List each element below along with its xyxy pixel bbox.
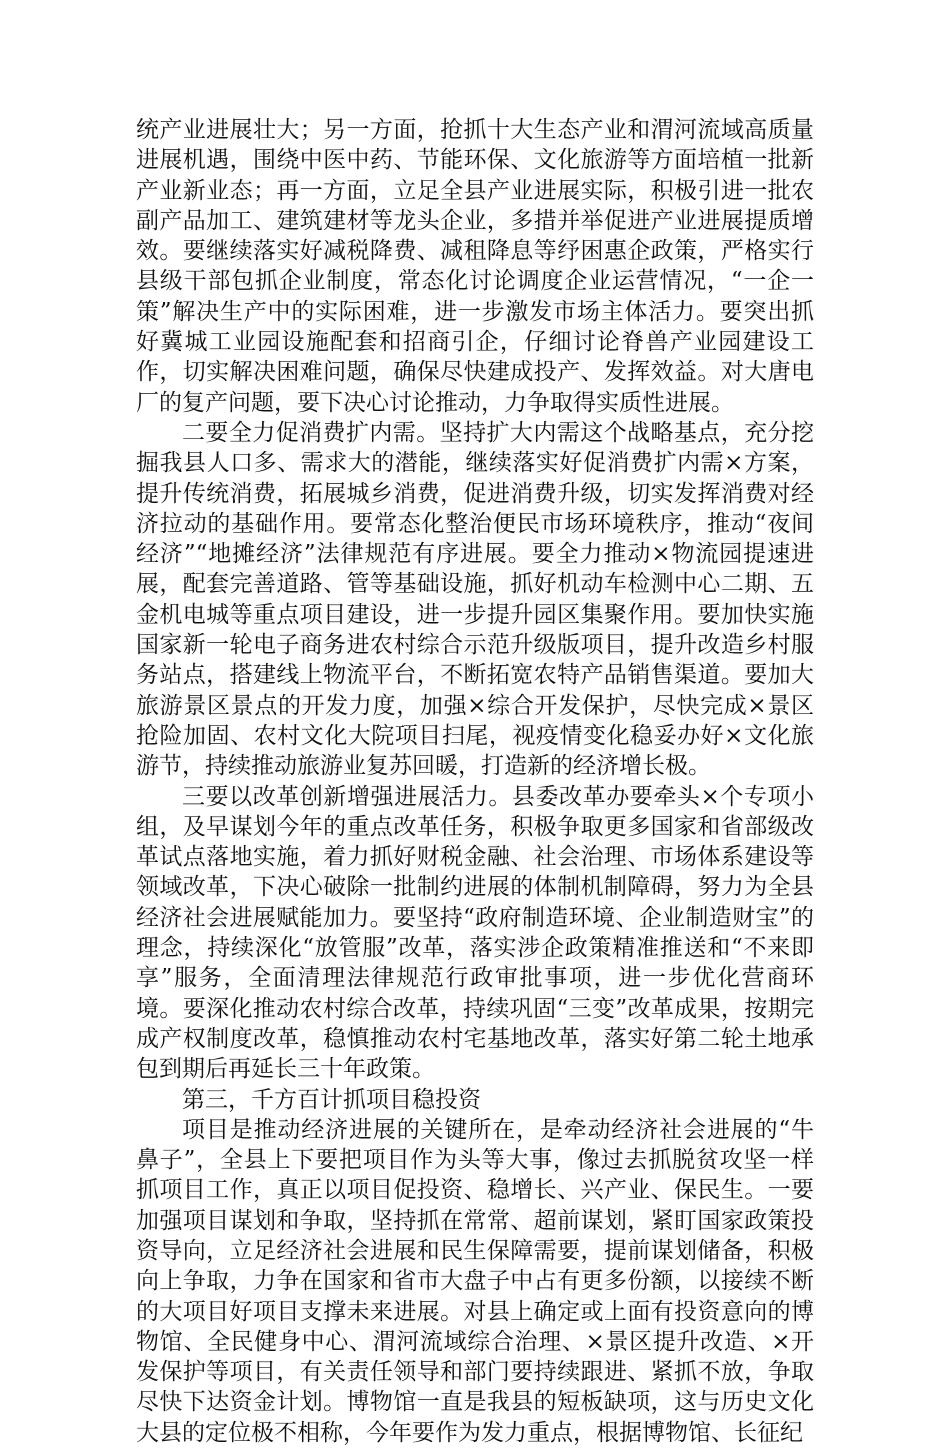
- document-page: [136, 115, 814, 1448]
- paragraph-3: 三要以改革创新增强进展活力。县委改革办要牵头×个专项小组，及早谋划今年的重点改革任务，积极争取更多国家和省部级改革试点落地实施，着力抓好财税金融、社会治理、市场体系建设等领域改革，下决心破除一批制约进展的体制机制障碍，努力为全县经济社会进展赋能加力。要坚持“政府制造环境、企业制造财宝”的理念，持续深化“放管服”改革，落实涉企政策精准推送和“不来即享”服务，全面清理法律规范行政审批事项，进一步优化营商环境。要深化推动农村综合改革，持续巩固“三变”改革成果，按期完成产权制度改革，稳慎推动农村宅基地改革，落实好第二轮土地承包到期后再延长三十年政策。: [136, 783, 814, 1083]
- section-heading: 第三，千方百计抓项目稳投资: [182, 1086, 481, 1113]
- paragraph-4: 项目是推动经济进展的关键所在，是牵动经济社会进展的“牛鼻子”，全县上下要把项目作为头等大事，像过去抓脱贫攻坚一样抓项目工作，真正以项目促投资、稳增长、兴产业、保民生。一要加强项目谋划和争取，坚持抓在常常、超前谋划，紧盯国家政策投资导向，立足经济社会进展和民生保障需要，提前谋划储备，积极向上争取，力争在国家和省市大盘子中占有更多份额，以接续不断的大项目好项目支撑未来进展。对县上确定或上面有投资意向的博物馆、全民健身中心、渭河流域综合治理、×景区提升改造、×开发保护等项目，有关责任领导和部门要持续跟进、紧抓不放，争取尽快下达资金计划。博物馆一直是我县的短板缺项，这与历史文化大县的定位极不相称，今年要作为发力重点，根据博物馆、长征纪: [136, 1116, 814, 1446]
- paragraph-1: 统产业进展壮大；另一方面，抢抓十大生态产业和渭河流域高质量进展机遇，围绕中医中药、节能环保、文化旅游等方面培植一批新产业新业态；再一方面，立足全县产业进展实际，积极引进一批农副产品加工、建筑建材等龙头企业，多措并举促进产业进展提质增效。要继续落实好减税降费、减租降息等纾困惠企政策，严格实行县级干部包抓企业制度，常态化讨论调度企业运营情况，“一企一策”解决生产中的实际困难，进一步激发市场主体活力。要突出抓好冀城工业园设施配套和招商引企，仔细讨论脊兽产业园建设工作，切实解决困难问题，确保尽快建成投产、发挥效益。对大唐电厂的复产问题，要下决心讨论推动，力争取得实质性进展。: [136, 117, 814, 416]
- paragraph-2: 二要全力促消费扩内需。坚持扩大内需这个战略基点，充分挖掘我县人口多、需求大的潜能，继续落实好促消费扩内需×方案，提升传统消费，拓展城乡消费，促进消费升级，切实发挥消费对经济拉动的基础作用。要常态化整治便民市场环境秩序，推动“夜间经济”“地摊经济”法律规范有序进展。要全力推动×物流园提速进展，配套完善道路、管等基础设施，抓好机动车检测中心二期、五金机电城等重点项目建设，进一步提升园区集聚作用。要加快实施国家新一轮电子商务进农村综合示范升级版项目，提升改造乡村服务站点，搭建线上物流平台，不断拓宽农特产品销售渠道。要加大旅游景区景点的开发力度，加强×综合开发保护，尽快完成×景区抢险加固、农村文化大院项目扫尾，视疫情变化稳妥办好×文化旅游节，持续推动旅游业复苏回暖，打造新的经济增长极。: [136, 419, 814, 780]
